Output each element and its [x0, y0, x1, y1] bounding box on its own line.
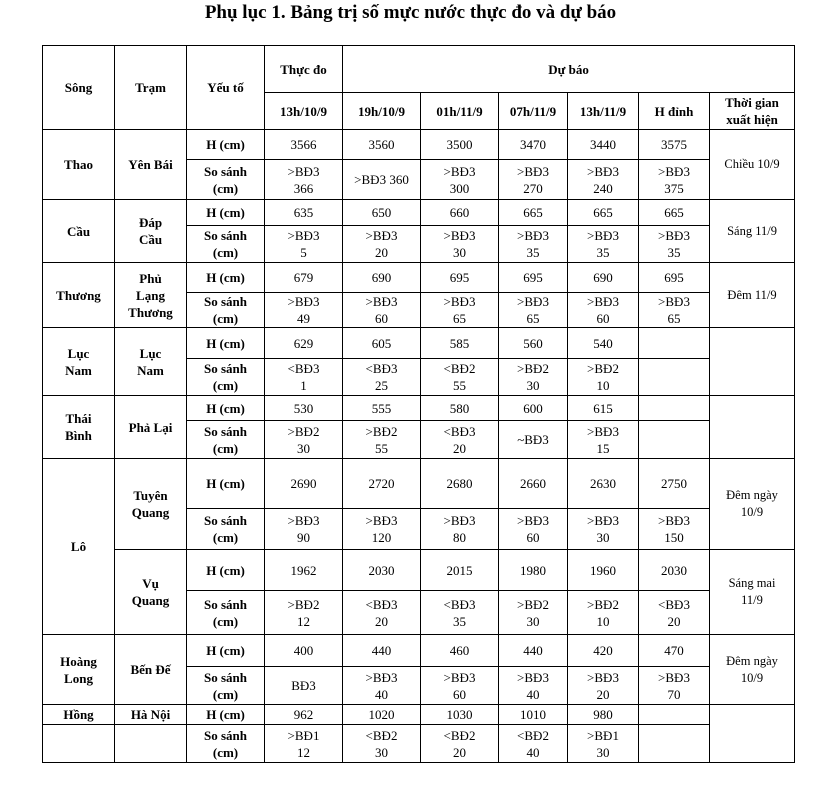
- table-row: [43, 130, 795, 160]
- water-level-cell: 1030: [421, 705, 499, 725]
- comparison-cell: <BĐ3 20: [343, 591, 421, 635]
- comparison-cell: >BĐ3 40: [499, 667, 568, 705]
- station-name: Hà Nội: [115, 705, 187, 725]
- comparison-cell: >BĐ3 20: [343, 226, 421, 263]
- time-cell: Đêm ngày 10/9: [710, 635, 795, 705]
- param-label: So sánh (cm): [187, 160, 265, 200]
- comparison-cell: >BĐ3 49: [265, 293, 343, 328]
- water-level-cell: 585: [421, 328, 499, 359]
- comparison-cell: >BĐ3 30: [568, 509, 639, 550]
- comparison-cell: <BĐ3 20: [421, 421, 499, 459]
- water-level-cell: 1960: [568, 550, 639, 591]
- header-thuc-do: Thực đo: [265, 46, 343, 93]
- station-name: Tuyên Quang: [115, 459, 187, 550]
- table-row: [43, 459, 795, 509]
- comparison-cell: >BĐ3 15: [568, 421, 639, 459]
- param-label: H (cm): [187, 263, 265, 293]
- water-level-cell: 1020: [343, 705, 421, 725]
- header-du-bao: Dự báo: [343, 46, 795, 93]
- water-level-cell: 440: [343, 635, 421, 667]
- water-level-cell: 2660: [499, 459, 568, 509]
- time-cell: Sáng 11/9: [710, 200, 795, 263]
- comparison-cell: <BĐ3 25: [343, 359, 421, 396]
- comparison-cell: >BĐ3 5: [265, 226, 343, 263]
- water-level-cell: 440: [499, 635, 568, 667]
- river-name: Hồng: [43, 705, 115, 725]
- river-name: Lục Nam: [43, 328, 115, 396]
- river-name: Thương: [43, 263, 115, 328]
- header-time: 13h/11/9: [568, 93, 639, 130]
- river-name: Thao: [43, 130, 115, 200]
- water-level-cell: 580: [421, 396, 499, 421]
- water-level-cell: 650: [343, 200, 421, 226]
- table-row: [43, 705, 795, 725]
- table-row: [43, 725, 795, 763]
- comparison-cell: >BĐ3 90: [265, 509, 343, 550]
- station-name: Yên Bái: [115, 130, 187, 200]
- water-level-cell: 560: [499, 328, 568, 359]
- empty-cell: [43, 725, 115, 763]
- water-level-cell: 665: [639, 200, 710, 226]
- comparison-cell: >BĐ2 30: [265, 421, 343, 459]
- header-thoi-gian: Thời gian xuất hiện: [710, 93, 795, 130]
- comparison-cell: >BĐ3 120: [343, 509, 421, 550]
- comparison-cell: >BĐ2 12: [265, 591, 343, 635]
- param-label: H (cm): [187, 635, 265, 667]
- water-level-cell: 2030: [639, 550, 710, 591]
- table-row: [43, 200, 795, 226]
- comparison-cell: >BĐ3 30: [421, 226, 499, 263]
- param-label: So sánh (cm): [187, 591, 265, 635]
- water-level-cell: 3500: [421, 130, 499, 160]
- header-song: Sông: [43, 46, 115, 130]
- comparison-cell: >BĐ3 40: [343, 667, 421, 705]
- comparison-cell: >BĐ1 12: [265, 725, 343, 763]
- water-level-cell: [639, 705, 710, 725]
- water-level-cell: 962: [265, 705, 343, 725]
- comparison-cell: >BĐ3 65: [421, 293, 499, 328]
- time-cell: [710, 396, 795, 459]
- water-level-table: [42, 45, 795, 763]
- header-time: 19h/10/9: [343, 93, 421, 130]
- time-cell: Chiều 10/9: [710, 130, 795, 200]
- water-level-cell: [639, 328, 710, 359]
- water-level-cell: 530: [265, 396, 343, 421]
- param-label: So sánh (cm): [187, 293, 265, 328]
- water-level-cell: 660: [421, 200, 499, 226]
- comparison-cell: ~BĐ3: [499, 421, 568, 459]
- param-label: H (cm): [187, 705, 265, 725]
- param-label: H (cm): [187, 550, 265, 591]
- table-row: [43, 396, 795, 421]
- water-level-cell: 695: [499, 263, 568, 293]
- comparison-cell: >BĐ3 35: [568, 226, 639, 263]
- comparison-cell: >BĐ2 10: [568, 359, 639, 396]
- table-row: [43, 550, 795, 591]
- param-label: So sánh (cm): [187, 725, 265, 763]
- page-title: Phụ lục 1. Bảng trị số mực nước thực đo và dự báo: [204, 2, 617, 23]
- station-name: Đáp Cầu: [115, 200, 187, 263]
- water-level-cell: 2680: [421, 459, 499, 509]
- header-time: 13h/10/9: [265, 93, 343, 130]
- comparison-cell: >BĐ3 240: [568, 160, 639, 200]
- water-level-cell: 615: [568, 396, 639, 421]
- time-cell: Đêm ngày 10/9: [710, 459, 795, 550]
- param-label: H (cm): [187, 328, 265, 359]
- station-name: Lục Nam: [115, 328, 187, 396]
- water-level-cell: 690: [568, 263, 639, 293]
- water-level-cell: 605: [343, 328, 421, 359]
- param-label: H (cm): [187, 459, 265, 509]
- header-tram: Trạm: [115, 46, 187, 130]
- water-level-cell: 635: [265, 200, 343, 226]
- comparison-cell: [639, 359, 710, 396]
- param-label: So sánh (cm): [187, 359, 265, 396]
- param-label: H (cm): [187, 396, 265, 421]
- param-label: So sánh (cm): [187, 509, 265, 550]
- empty-cell: [115, 725, 187, 763]
- water-level-cell: 2030: [343, 550, 421, 591]
- water-level-cell: 695: [639, 263, 710, 293]
- water-level-cell: 629: [265, 328, 343, 359]
- table-row: [43, 263, 795, 293]
- water-level-cell: 980: [568, 705, 639, 725]
- water-level-cell: 600: [499, 396, 568, 421]
- water-level-cell: 1962: [265, 550, 343, 591]
- param-label: So sánh (cm): [187, 421, 265, 459]
- time-cell: [710, 705, 795, 763]
- water-level-cell: 695: [421, 263, 499, 293]
- water-level-cell: 1980: [499, 550, 568, 591]
- comparison-cell: <BĐ2 20: [421, 725, 499, 763]
- comparison-cell: >BĐ3 375: [639, 160, 710, 200]
- water-level-cell: 420: [568, 635, 639, 667]
- header-yeu-to: Yếu tố: [187, 46, 265, 130]
- comparison-cell: >BĐ3 150: [639, 509, 710, 550]
- header-h-dinh: H đỉnh: [639, 93, 710, 130]
- water-level-cell: 665: [499, 200, 568, 226]
- water-level-cell: [639, 396, 710, 421]
- river-name: Cầu: [43, 200, 115, 263]
- table-row: [43, 328, 795, 359]
- water-level-cell: 470: [639, 635, 710, 667]
- comparison-cell: >BĐ3 35: [499, 226, 568, 263]
- comparison-cell: >BĐ3 60: [499, 509, 568, 550]
- water-level-cell: 2630: [568, 459, 639, 509]
- header-time: 07h/11/9: [499, 93, 568, 130]
- water-level-cell: 555: [343, 396, 421, 421]
- comparison-cell: <BĐ3 35: [421, 591, 499, 635]
- comparison-cell: >BĐ3 65: [499, 293, 568, 328]
- water-level-cell: 3560: [343, 130, 421, 160]
- comparison-cell: >BĐ2 55: [343, 421, 421, 459]
- comparison-cell: >BĐ2 10: [568, 591, 639, 635]
- water-level-cell: 2750: [639, 459, 710, 509]
- station-name: Vụ Quang: [115, 550, 187, 635]
- comparison-cell: >BĐ2 30: [499, 591, 568, 635]
- comparison-cell: >BĐ3 60: [343, 293, 421, 328]
- water-level-cell: 2015: [421, 550, 499, 591]
- param-label: So sánh (cm): [187, 226, 265, 263]
- comparison-cell: >BĐ3 20: [568, 667, 639, 705]
- comparison-cell: >BĐ3 360: [343, 160, 421, 200]
- comparison-cell: >BĐ1 30: [568, 725, 639, 763]
- header-row-1: [43, 46, 795, 93]
- river-name: Hoàng Long: [43, 635, 115, 705]
- water-level-cell: 3575: [639, 130, 710, 160]
- station-name: Phủ Lạng Thương: [115, 263, 187, 328]
- comparison-cell: <BĐ2 30: [343, 725, 421, 763]
- station-name: Phả Lại: [115, 396, 187, 459]
- water-level-cell: 665: [568, 200, 639, 226]
- comparison-cell: <BĐ3 1: [265, 359, 343, 396]
- river-name: Thái Bình: [43, 396, 115, 459]
- water-level-cell: 3440: [568, 130, 639, 160]
- table-row: [43, 635, 795, 667]
- water-level-cell: 1010: [499, 705, 568, 725]
- comparison-cell: >BĐ3 366: [265, 160, 343, 200]
- water-level-cell: 690: [343, 263, 421, 293]
- river-name: Lô: [43, 459, 115, 635]
- time-cell: Sáng mai 11/9: [710, 550, 795, 635]
- water-level-cell: 2690: [265, 459, 343, 509]
- water-level-cell: 679: [265, 263, 343, 293]
- water-level-cell: 2720: [343, 459, 421, 509]
- comparison-cell: >BĐ3 300: [421, 160, 499, 200]
- comparison-cell: >BĐ3 70: [639, 667, 710, 705]
- param-label: So sánh (cm): [187, 667, 265, 705]
- station-name: Bến Đế: [115, 635, 187, 705]
- comparison-cell: >BĐ3 270: [499, 160, 568, 200]
- comparison-cell: [639, 725, 710, 763]
- comparison-cell: <BĐ3 20: [639, 591, 710, 635]
- comparison-cell: <BĐ2 55: [421, 359, 499, 396]
- comparison-cell: >BĐ3 65: [639, 293, 710, 328]
- water-level-cell: 3470: [499, 130, 568, 160]
- water-level-cell: 400: [265, 635, 343, 667]
- time-cell: Đêm 11/9: [710, 263, 795, 328]
- comparison-cell: >BĐ3 80: [421, 509, 499, 550]
- water-level-cell: 540: [568, 328, 639, 359]
- comparison-cell: [639, 421, 710, 459]
- comparison-cell: BĐ3: [265, 667, 343, 705]
- param-label: H (cm): [187, 200, 265, 226]
- time-cell: [710, 328, 795, 396]
- comparison-cell: >BĐ3 35: [639, 226, 710, 263]
- param-label: H (cm): [187, 130, 265, 160]
- water-level-cell: 3566: [265, 130, 343, 160]
- header-time: 01h/11/9: [421, 93, 499, 130]
- comparison-cell: >BĐ3 60: [568, 293, 639, 328]
- comparison-cell: >BĐ3 60: [421, 667, 499, 705]
- water-level-cell: 460: [421, 635, 499, 667]
- comparison-cell: >BĐ2 30: [499, 359, 568, 396]
- comparison-cell: <BĐ2 40: [499, 725, 568, 763]
